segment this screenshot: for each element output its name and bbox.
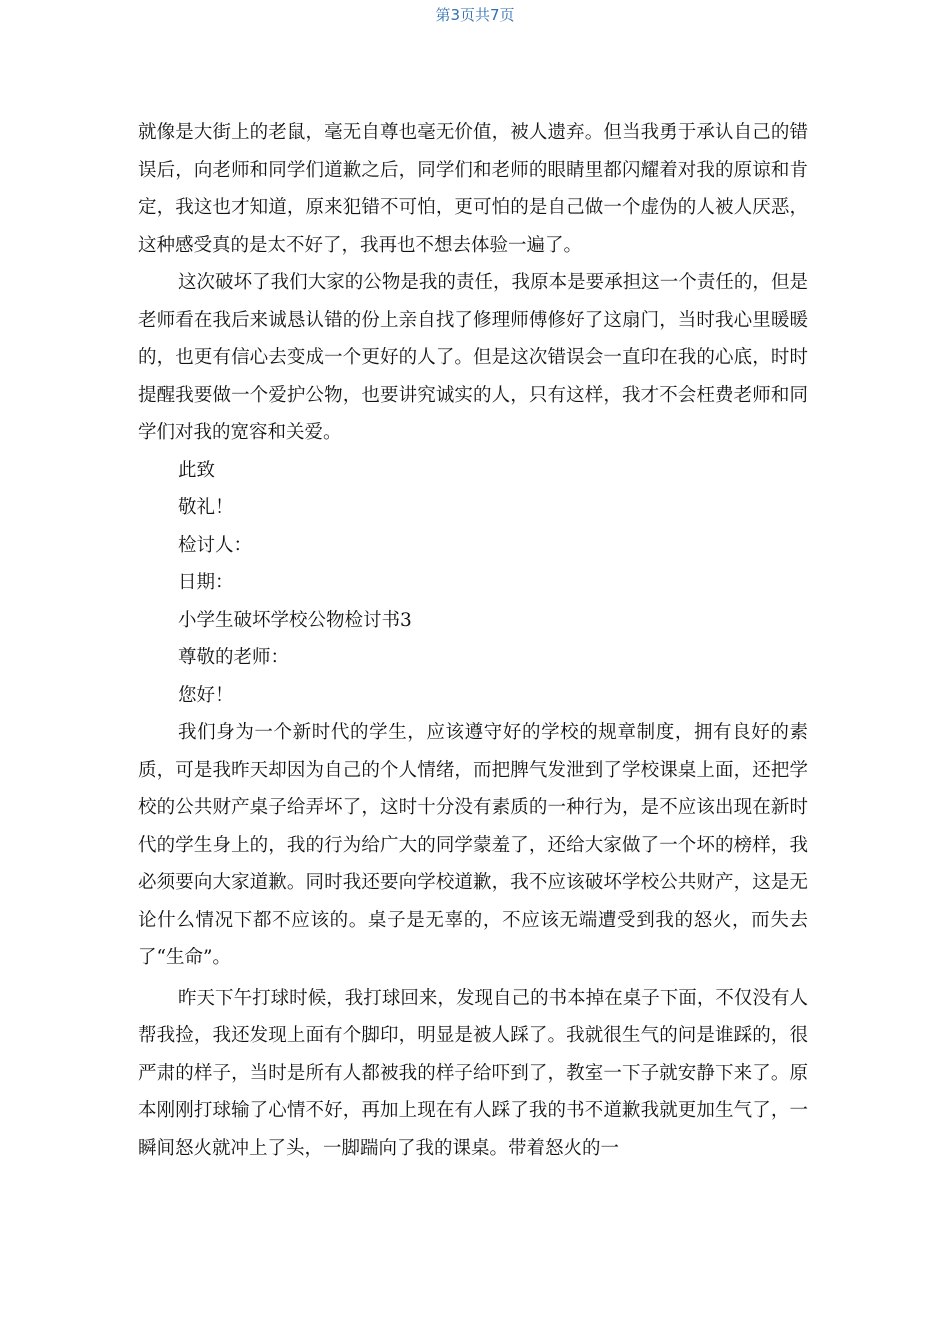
date-line: 日期： xyxy=(178,572,234,593)
paragraph-incident: 昨天下午打球时候，我打球回来，发现自己的书本掉在桌子下面，不仅没有人帮我捡，我还发现上面有个脚印，明显是被人踩了。我就很生气的问是谁踩的，很严肃的样子，当时是所有人都被我的样子给吓到了，教室一下子就安静下来了。原本刚刚打球输了心情不好，再加上现在有人踩了我的书不道歉我就更加生气了，一瞬间怒火就冲上了头，一脚踹向了我的课桌。带着怒火的一 xyxy=(138,987,808,1159)
section-title: 小学生破坏学校公物检讨书3 xyxy=(178,609,412,631)
signature-line: 检讨人： xyxy=(178,534,253,556)
document-body xyxy=(138,114,808,1167)
greeting: 您好！ xyxy=(178,684,234,706)
closing-jingli: 敬礼！ xyxy=(178,497,234,518)
paragraph-responsibility: 这次破坏了我们大家的公物是我的责任，我原本是要承担这一个责任的，但是老师看在我后来诚恳认错的份上亲自找了修理师傅修好了这扇门，当时我心里暖暖的，也更有信心去变成一个更好的人了。但是这次错误会一直印在我的心底，时时提醒我要做一个爱护公物，也要讲究诚实的人，只有这样，我才不会枉费老师和同学们对我的宽容和关爱。 xyxy=(138,272,808,443)
paragraph-apology: 我们身为一个新时代的学生，应该遵守好的学校的规章制度，拥有良好的素质，可是我昨天却因为自己的个人情绪，而把脾气发泄到了学校课桌上面，还把学校的公共财产桌子给弄坏了，这时十分没有素质的一种行为，是不应该出现在新时代的学生身上的，我的行为给广大的同学蒙羞了，还给大家做了一个坏的榜样，我必须要向大家道歉。同时我还要向学校道歉，我不应该破坏学校公共财产，这是无论什么情况下都不应该的。桌子是无辜的，不应该无端遭受到我的怒火，而失去了“生命”。 xyxy=(138,722,808,968)
closing-cizhi: 此致 xyxy=(178,459,216,481)
page-indicator: 第3页共7页 xyxy=(435,6,515,24)
salutation: 尊敬的老师： xyxy=(178,647,290,668)
paragraph-continuation: 就像是大街上的老鼠，毫无自尊也毫无价值，被人遗弃。但当我勇于承认自己的错误后，向老师和同学们道歉之后，同学们和老师的眼睛里都闪耀着对我的原谅和肯定，我这也才知道，原来犯错不可怕，更可怕的是自己做一个虚伪的人被人厌恶，这种感受真的是太不好了，我再也不想去体验一遍了。 xyxy=(138,122,808,256)
